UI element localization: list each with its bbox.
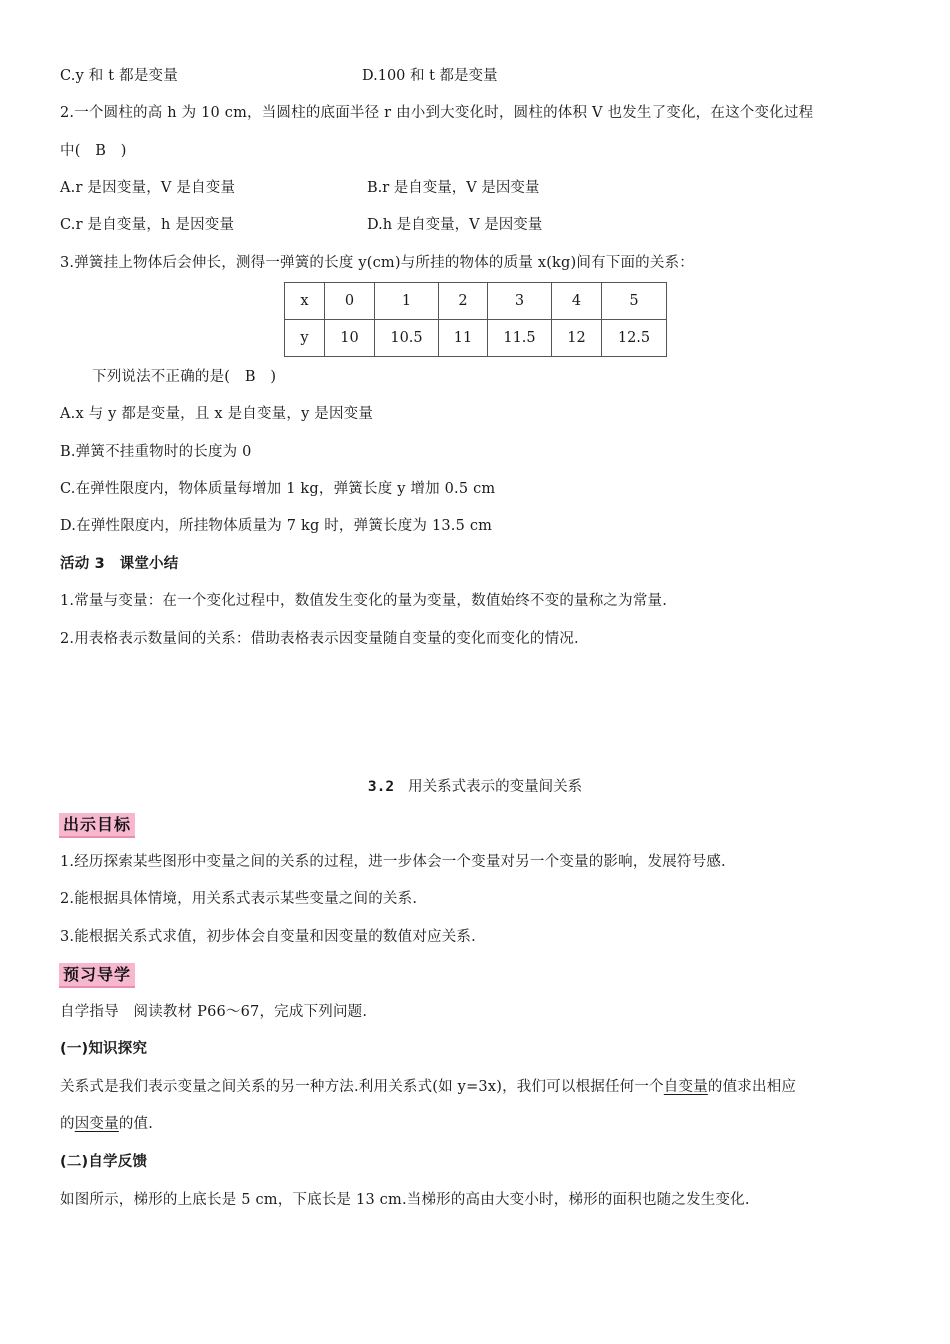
table-cell: 3 [488,283,552,320]
table-cell: 11 [439,320,488,357]
preview-tag: 预习导学 [59,963,135,988]
table-cell: 12 [552,320,602,357]
blank-answer-dependent-variable: 因变量 [74,1116,119,1132]
table-row-x [285,283,667,320]
goal-item-2: 2.能根据具体情境，用关系式表示某些变量之间的关系. [60,891,418,907]
spring-data-table [284,282,667,357]
knowledge-text-a: 关系式是我们表示变量之间关系的另一种方法.利用关系式(如 y=3x)，我们可以根据任何一个 [60,1079,664,1095]
section-number: 3.2 [367,779,395,795]
knowledge-text-d: 的值. [118,1116,154,1132]
q1-option-d: D.100 和 t 都是变量 [362,68,498,84]
q2-option-b: B.r 是自变量，V 是因变量 [367,180,540,196]
table-cell: 2 [439,283,488,320]
blank-answer-independent-variable: 自变量 [663,1079,708,1095]
q3-option-d: D.在弹性限度内，所挂物体质量为 7 kg 时，弹簧长度为 13.5 cm [60,518,493,534]
q2-option-a: A.r 是因变量，V 是自变量 [60,180,236,196]
knowledge-text-b: 的值求出相应 [707,1079,797,1095]
self-feedback-heading: (二)自学反馈 [60,1154,148,1170]
q2-option-d: D.h 是自变量，V 是因变量 [367,217,543,233]
knowledge-explore-heading: (一)知识探究 [60,1041,148,1057]
table-cell: 1 [375,283,439,320]
table-cell: 11.5 [488,320,552,357]
goals-tag: 出示目标 [59,813,135,838]
goal-item-3: 3.能根据关系式求值，初步体会自变量和因变量的数值对应关系. [60,929,476,945]
q3-option-a: A.x 与 y 都是变量，且 x 是自变量，y 是因变量 [60,406,374,422]
table-cell: 0 [325,283,375,320]
table-cell: y [285,320,325,357]
goal-item-1: 1.经历探索某些图形中变量之间的关系的过程，进一步体会一个变量对另一个变量的影响，发展符号感. [60,854,726,870]
table-row-y [285,320,667,357]
self-study-guide: 自学指导 阅读教材 P66～67，完成下列问题. [60,1004,368,1020]
table-cell: 4 [552,283,602,320]
section-title [0,777,950,797]
table-cell: 10 [325,320,375,357]
q1-option-c: C.y 和 t 都是变量 [60,68,178,84]
q3-question: 下列说法不正确的是( B ) [92,369,277,385]
table-cell: 5 [602,283,667,320]
activity3-heading: 活动 3 课堂小结 [60,556,179,572]
q3-stem: 3.弹簧挂上物体后会伸长，测得一弹簧的长度 y(cm)与所挂的物体的质量 x(kg)间有下面的关系： [60,255,694,271]
knowledge-text-line1 [60,1077,796,1097]
q3-option-c: C.在弹性限度内，物体质量每增加 1 kg，弹簧长度 y 增加 0.5 cm [60,481,496,497]
q2-stem-line2: 中( B ) [60,143,127,159]
summary-item-1: 1.常量与变量：在一个变化过程中，数值发生变化的量为变量，数值始终不变的量称之为常量. [60,593,668,609]
q3-option-b: B.弹簧不挂重物时的长度为 0 [60,444,252,460]
q2-option-c: C.r 是自变量，h 是因变量 [60,217,235,233]
knowledge-text-c: 的 [60,1116,75,1132]
table-cell: 12.5 [602,320,667,357]
table-cell: 10.5 [375,320,439,357]
knowledge-text-line2 [60,1114,153,1134]
table-cell: x [285,283,325,320]
summary-item-2: 2.用表格表示数量间的关系：借助表格表示因变量随自变量的变化而变化的情况. [60,631,579,647]
q2-stem-line1: 2.一个圆柱的高 h 为 10 cm，当圆柱的底面半径 r 由小到大变化时，圆柱的体积 V 也发生了变化，在这个变化过程 [60,105,814,121]
section-title-text: 用关系式表示的变量间关系 [408,779,583,795]
self-feedback-text: 如图所示，梯形的上底长是 5 cm，下底长是 13 cm.当梯形的高由大变小时，梯形的面积也随之发生变化. [60,1192,750,1208]
